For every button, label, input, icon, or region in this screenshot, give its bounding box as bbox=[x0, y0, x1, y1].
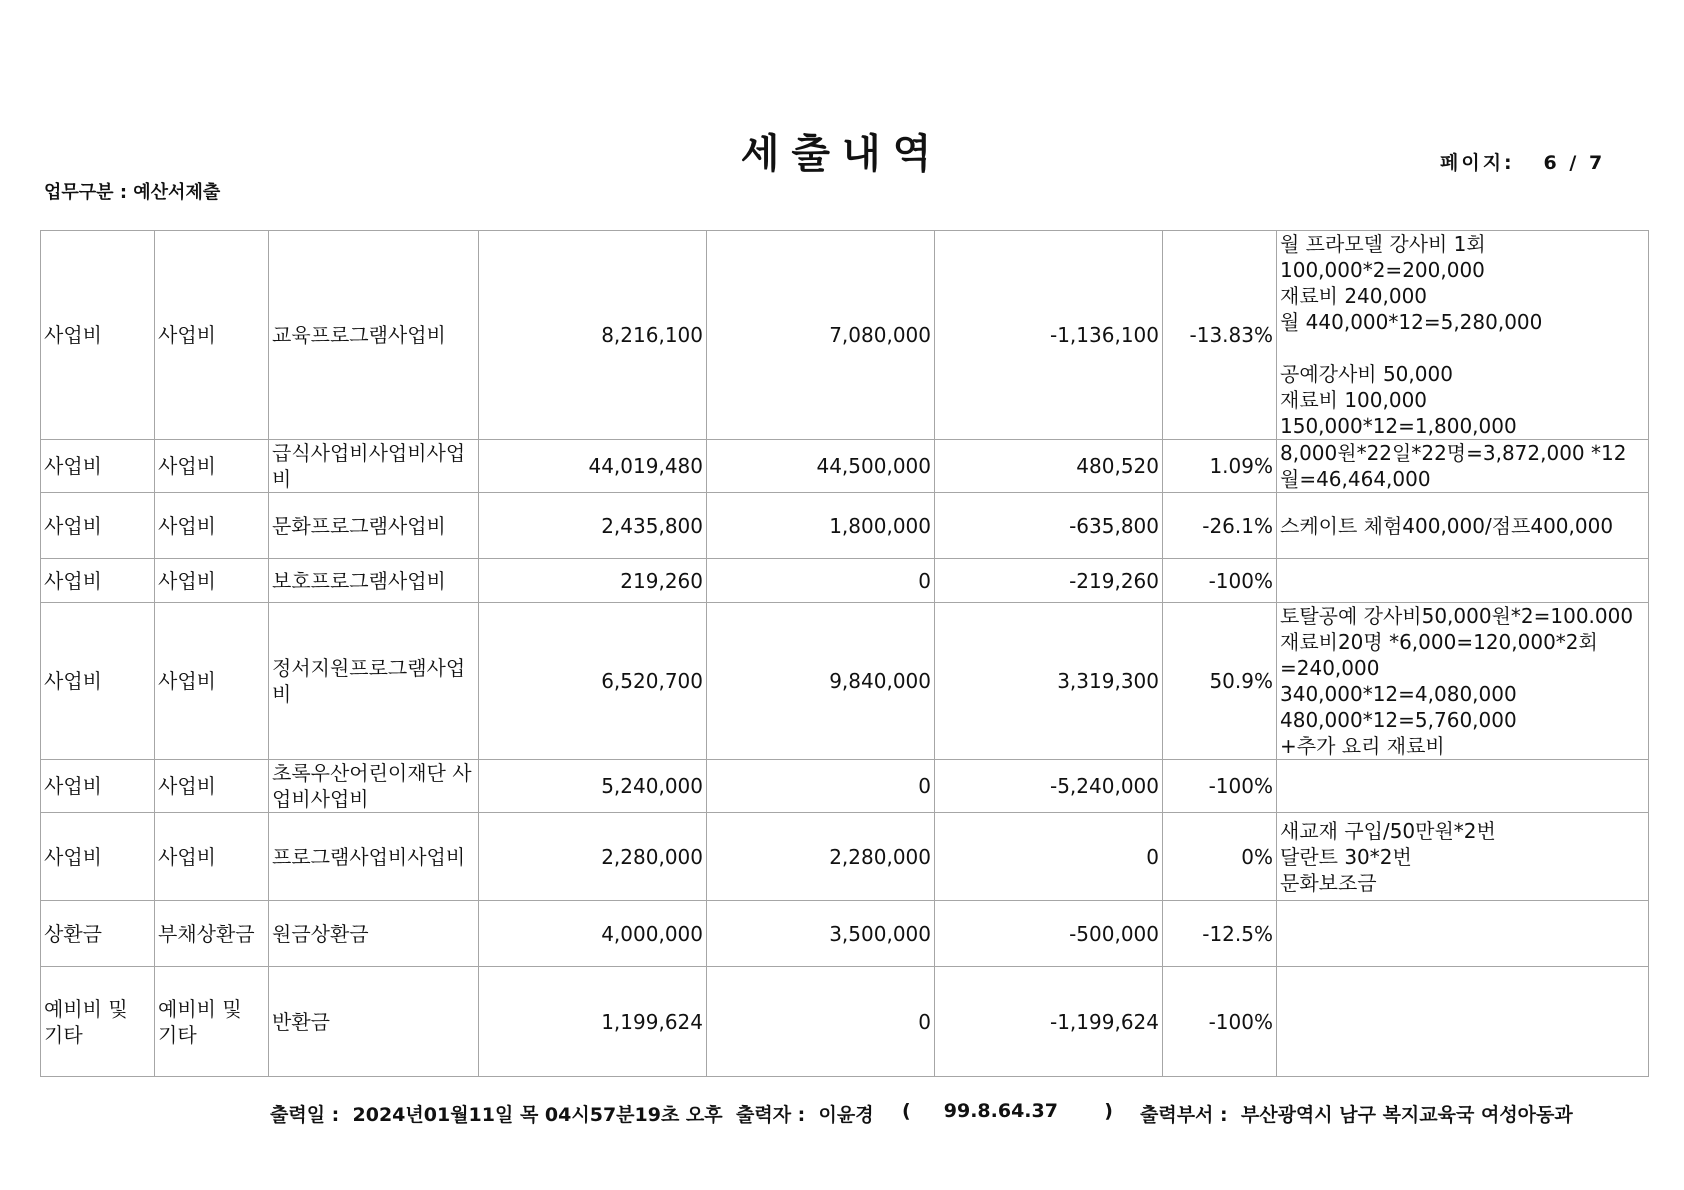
page-separator: / bbox=[1569, 152, 1580, 174]
printer-name: 이윤경 bbox=[818, 1104, 874, 1126]
previous-amount: 2,435,800 bbox=[479, 493, 707, 559]
table-body bbox=[41, 231, 1649, 1077]
item-name: 보호프로그램사업비 bbox=[269, 559, 479, 603]
category-level1: 사업비 bbox=[41, 559, 155, 603]
table-row bbox=[41, 493, 1649, 559]
page-total: 7 bbox=[1588, 152, 1606, 174]
table-row bbox=[41, 559, 1649, 603]
category-level1: 사업비 bbox=[41, 440, 155, 493]
change-rate: -12.5% bbox=[1163, 901, 1277, 967]
printer-ip bbox=[902, 1100, 1113, 1122]
category-level1: 사업비 bbox=[41, 603, 155, 760]
previous-amount: 2,280,000 bbox=[479, 813, 707, 901]
current-amount: 2,280,000 bbox=[707, 813, 935, 901]
category-level2: 예비비 및 기타 bbox=[155, 967, 269, 1077]
category-level2: 사업비 bbox=[155, 813, 269, 901]
calculation-memo: 월 프라모델 강사비 1회100,000*2=200,000 재료비 240,000 월 440,000*12=5,280,000 공예강사비 50,000 재료비 100,000 150,000*12=1,800,000 bbox=[1277, 231, 1649, 440]
change-rate: -100% bbox=[1163, 967, 1277, 1077]
print-department bbox=[1140, 1100, 1573, 1127]
category-level2: 사업비 bbox=[155, 760, 269, 813]
calculation-memo: 토탈공예 강사비50,000원*2=100.000 재료비20명 *6,000=120,000*2회=240,000 340,000*12=4,080,000 480,000*12=5,760,000 +추가 요리 재료비 bbox=[1277, 603, 1649, 760]
category-level1: 예비비 및 기타 bbox=[41, 967, 155, 1077]
table-row bbox=[41, 440, 1649, 493]
category-level2: 사업비 bbox=[155, 603, 269, 760]
current-amount: 1,800,000 bbox=[707, 493, 935, 559]
item-name: 프로그램사업비사업비 bbox=[269, 813, 479, 901]
change-rate: -26.1% bbox=[1163, 493, 1277, 559]
ip-open-paren: ( bbox=[902, 1100, 911, 1122]
calculation-memo bbox=[1277, 559, 1649, 603]
printer-info bbox=[736, 1100, 874, 1127]
calculation-memo bbox=[1277, 901, 1649, 967]
business-category: 업무구분 : 예산서제출 bbox=[44, 182, 221, 203]
current-amount: 0 bbox=[707, 967, 935, 1077]
page-indicator bbox=[1440, 148, 1605, 175]
category-level1: 사업비 bbox=[41, 231, 155, 440]
current-amount: 0 bbox=[707, 559, 935, 603]
category-level2: 사업비 bbox=[155, 493, 269, 559]
current-amount: 3,500,000 bbox=[707, 901, 935, 967]
table-row bbox=[41, 231, 1649, 440]
difference-amount: -5,240,000 bbox=[935, 760, 1163, 813]
current-amount: 9,840,000 bbox=[707, 603, 935, 760]
previous-amount: 4,000,000 bbox=[479, 901, 707, 967]
table-row bbox=[41, 760, 1649, 813]
item-name: 원금상환금 bbox=[269, 901, 479, 967]
change-rate: 0% bbox=[1163, 813, 1277, 901]
difference-amount: -1,199,624 bbox=[935, 967, 1163, 1077]
table-row bbox=[41, 603, 1649, 760]
item-name: 반환금 bbox=[269, 967, 479, 1077]
table-row bbox=[41, 813, 1649, 901]
calculation-memo bbox=[1277, 967, 1649, 1077]
change-rate: 1.09% bbox=[1163, 440, 1277, 493]
category-level2: 사업비 bbox=[155, 440, 269, 493]
category-level2: 사업비 bbox=[155, 231, 269, 440]
calculation-memo: 새교재 구입/50만원*2번 달란트 30*2번 문화보조금 bbox=[1277, 813, 1649, 901]
item-name: 정서지원프로그램사업비 bbox=[269, 603, 479, 760]
dept-value: 부산광역시 남구 복지교육국 여성아동과 bbox=[1240, 1104, 1573, 1126]
current-amount: 0 bbox=[707, 760, 935, 813]
difference-amount: 0 bbox=[935, 813, 1163, 901]
category-level1: 사업비 bbox=[41, 493, 155, 559]
previous-amount: 1,199,624 bbox=[479, 967, 707, 1077]
ip-close-paren: ) bbox=[1104, 1100, 1113, 1122]
page-current: 6 bbox=[1543, 152, 1560, 174]
page-label: 페이지: bbox=[1440, 152, 1515, 174]
page-title: 세출내역 bbox=[740, 131, 944, 177]
item-name: 초록우산어린이재단 사업비사업비 bbox=[269, 760, 479, 813]
expenditure-table bbox=[40, 230, 1649, 1077]
change-rate: -13.83% bbox=[1163, 231, 1277, 440]
difference-amount: -1,136,100 bbox=[935, 231, 1163, 440]
printer-label: 출력자 : bbox=[736, 1104, 806, 1126]
table-row bbox=[41, 967, 1649, 1077]
previous-amount: 6,520,700 bbox=[479, 603, 707, 760]
category-level1: 사업비 bbox=[41, 760, 155, 813]
change-rate: 50.9% bbox=[1163, 603, 1277, 760]
difference-amount: -500,000 bbox=[935, 901, 1163, 967]
previous-amount: 44,019,480 bbox=[479, 440, 707, 493]
previous-amount: 219,260 bbox=[479, 559, 707, 603]
change-rate: -100% bbox=[1163, 559, 1277, 603]
difference-amount: -635,800 bbox=[935, 493, 1163, 559]
item-name: 문화프로그램사업비 bbox=[269, 493, 479, 559]
current-amount: 44,500,000 bbox=[707, 440, 935, 493]
table-row bbox=[41, 901, 1649, 967]
category-level1: 상환금 bbox=[41, 901, 155, 967]
item-name: 교육프로그램사업비 bbox=[269, 231, 479, 440]
item-name: 급식사업비사업비사업비 bbox=[269, 440, 479, 493]
category-level2: 부채상환금 bbox=[155, 901, 269, 967]
category-level1: 사업비 bbox=[41, 813, 155, 901]
print-date-label: 출력일 : bbox=[270, 1104, 340, 1126]
print-date-value: 2024년01월11일 목 04시57분19초 오후 bbox=[352, 1104, 723, 1126]
calculation-memo: 8,000원*22일*22명=3,872,000 *12월=46,464,000 bbox=[1277, 440, 1649, 493]
difference-amount: 480,520 bbox=[935, 440, 1163, 493]
previous-amount: 8,216,100 bbox=[479, 231, 707, 440]
dept-label: 출력부서 : bbox=[1140, 1104, 1228, 1126]
difference-amount: -219,260 bbox=[935, 559, 1163, 603]
ip-address: 99.8.64.37 bbox=[943, 1100, 1058, 1122]
difference-amount: 3,319,300 bbox=[935, 603, 1163, 760]
current-amount: 7,080,000 bbox=[707, 231, 935, 440]
calculation-memo: 스케이트 체험400,000/점프400,000 bbox=[1277, 493, 1649, 559]
print-date bbox=[270, 1100, 723, 1127]
previous-amount: 5,240,000 bbox=[479, 760, 707, 813]
category-level2: 사업비 bbox=[155, 559, 269, 603]
calculation-memo bbox=[1277, 760, 1649, 813]
change-rate: -100% bbox=[1163, 760, 1277, 813]
